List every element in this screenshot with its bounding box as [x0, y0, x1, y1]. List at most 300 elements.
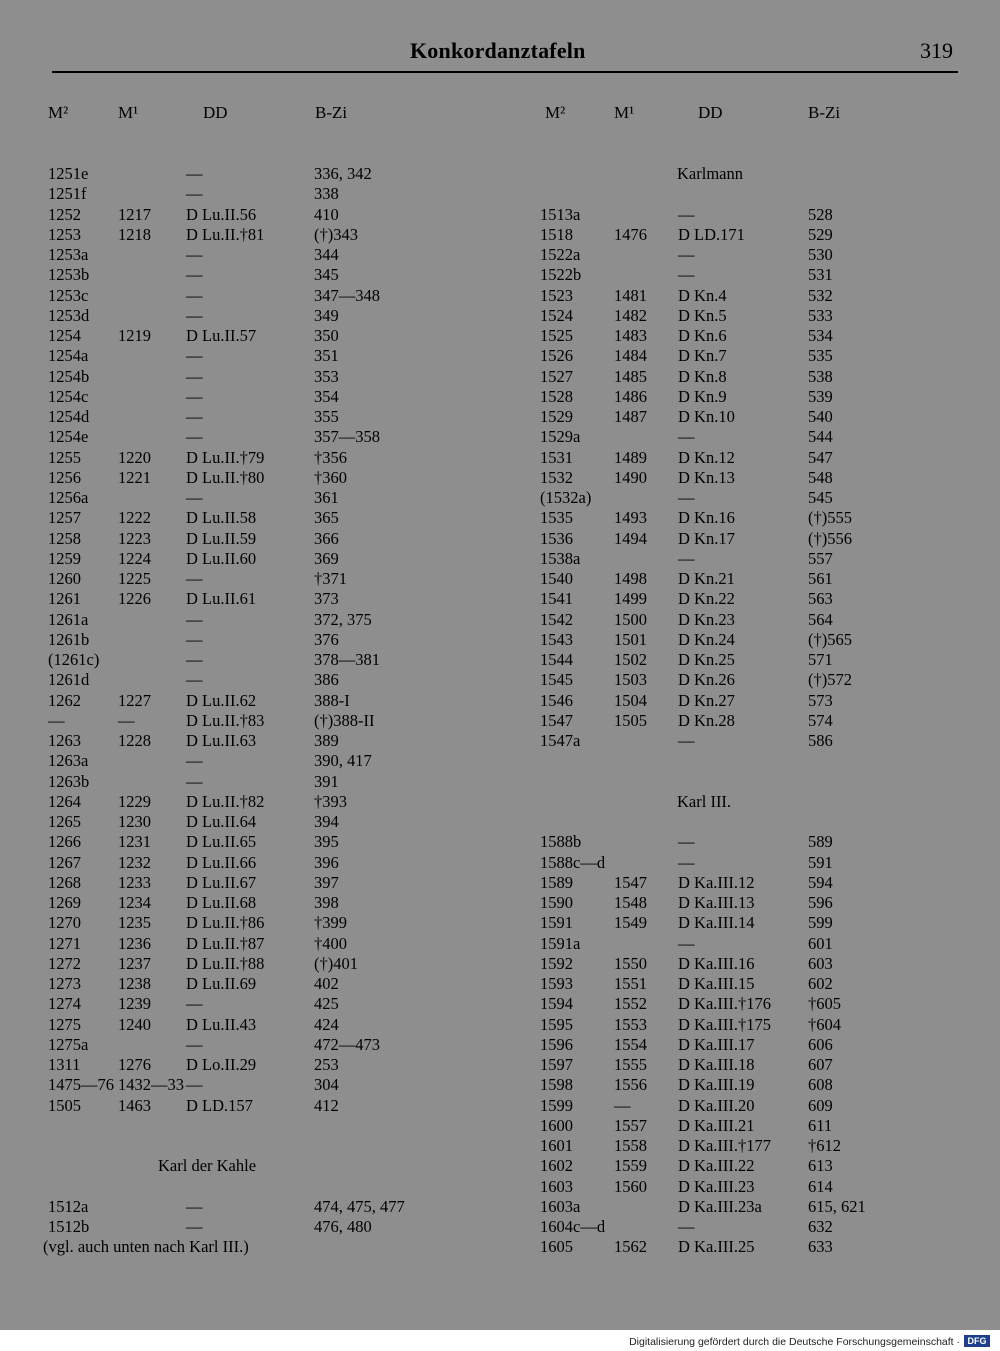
page-number: 319 [920, 38, 953, 63]
cell-bzi: 398 [314, 893, 339, 912]
cell-dd: D Lo.II.29 [186, 1055, 257, 1074]
right-column [540, 164, 960, 1258]
cell-m2: 1605 [540, 1237, 573, 1257]
cell-m2: 1536 [540, 528, 573, 548]
cell-m1: 1493 [614, 508, 647, 528]
cell-dd: — [186, 650, 203, 669]
cell-m1: 1551 [614, 974, 647, 993]
cell-bzi: 564 [808, 609, 833, 629]
cell-bzi: 615, 621 [808, 1196, 866, 1216]
cell-m1: 1487 [614, 407, 647, 426]
cell-bzi: 345 [314, 265, 339, 285]
cell-m1: 1485 [614, 366, 647, 386]
cell-dd: D Kn.8 [678, 366, 727, 386]
cell-bzi: 606 [808, 1034, 833, 1054]
cell-bzi: 591 [808, 852, 833, 872]
cell-m1: 1235 [118, 913, 151, 933]
table-row [540, 853, 960, 873]
cell-dd: D Ka.III.25 [678, 1237, 755, 1257]
right-header-m1: M¹ [614, 103, 635, 122]
cell-dd: — [678, 832, 695, 852]
cell-bzi: 607 [808, 1055, 833, 1074]
cell-m2: 1475—76 [48, 1075, 114, 1095]
cell-m2: 1275a [48, 1034, 89, 1054]
cell-m2: 1267 [48, 852, 81, 872]
cell-bzi: 402 [314, 974, 339, 993]
table-row [48, 1035, 468, 1055]
cell-m2: 1263 [48, 731, 81, 750]
table-row [540, 832, 960, 852]
cell-m2: 1604c—d [540, 1217, 606, 1236]
cell-bzi: 602 [808, 974, 833, 993]
cell-m1: 1504 [614, 690, 647, 710]
cell-bzi: †604 [808, 1014, 841, 1034]
cell-bzi: 544 [808, 427, 833, 447]
table-row [48, 691, 468, 711]
cell-dd: — [186, 1217, 203, 1236]
cell-m2: 1529a [540, 427, 581, 447]
cell-bzi: 611 [808, 1115, 833, 1135]
table-row [540, 1116, 960, 1136]
cell-m1: 1225 [118, 569, 151, 588]
cell-dd: — [186, 629, 203, 649]
cell-m1: 1237 [118, 953, 151, 973]
table-row [48, 589, 468, 609]
cell-dd: D Kn.17 [678, 528, 735, 548]
table-row [48, 772, 468, 792]
cell-m1: 1558 [614, 1136, 647, 1155]
table-row [48, 508, 468, 528]
cell-bzi: 594 [808, 872, 833, 892]
table-row [48, 812, 468, 832]
cell-m1: 1229 [118, 791, 151, 811]
cell-m2: 1524 [540, 305, 573, 325]
cell-dd: — [186, 1075, 203, 1095]
left-header-bzi: B-Zi [315, 103, 348, 122]
cell-bzi: 424 [314, 1014, 339, 1034]
cell-bzi: 529 [808, 224, 833, 244]
cell-bzi: 378—381 [314, 650, 380, 669]
table-row [48, 245, 468, 265]
table-row [48, 751, 468, 771]
cell-dd: — [678, 427, 695, 447]
cell-dd: — [678, 488, 695, 507]
table-row [540, 508, 960, 528]
cell-m2: 1261 [48, 589, 81, 609]
cell-dd: D Ka.III.18 [678, 1055, 755, 1074]
blank-row [540, 772, 960, 792]
cell-bzi: 532 [808, 285, 833, 305]
table-row [540, 427, 960, 447]
dfg-logo: DFG [964, 1335, 990, 1347]
table-row [540, 488, 960, 508]
cell-dd: D Lu.II.58 [186, 508, 257, 528]
cell-dd: D Lu.II.64 [186, 812, 257, 831]
cell-m2: 1513a [540, 204, 581, 224]
cell-dd: D Ka.III.12 [678, 872, 755, 892]
cell-bzi: 474, 475, 477 [314, 1196, 405, 1216]
cell-m1: 1228 [118, 731, 151, 750]
cell-m2: 1264 [48, 791, 81, 811]
cell-m2: 1253b [48, 265, 90, 285]
cell-dd: — [186, 1196, 203, 1216]
cell-m1: 1223 [118, 528, 151, 548]
cell-m1: 1276 [118, 1055, 151, 1074]
cell-m1: 1482 [614, 305, 647, 325]
table-row [540, 245, 960, 265]
cell-m1: 1239 [118, 994, 151, 1014]
cell-m2: 1599 [540, 1095, 573, 1115]
table-row [540, 1136, 960, 1156]
cell-m1: 1550 [614, 953, 647, 973]
cell-m1: 1219 [118, 326, 151, 345]
cell-dd: D Ka.III.16 [678, 953, 755, 973]
table-row [48, 711, 468, 731]
cell-m1: 1505 [614, 710, 647, 730]
cell-bzi: 395 [314, 832, 339, 852]
blank-row [48, 1177, 468, 1197]
cell-bzi: 372, 375 [314, 609, 372, 629]
table-row [48, 225, 468, 245]
table-row [48, 1096, 468, 1116]
cell-bzi: 540 [808, 407, 833, 426]
cell-bzi: (†)401 [314, 953, 358, 973]
table-row [540, 569, 960, 589]
table-row [540, 1075, 960, 1095]
cell-dd: — [186, 386, 203, 406]
table-row [540, 610, 960, 630]
cell-bzi: †399 [314, 913, 347, 933]
note-row [43, 1237, 468, 1257]
cell-m2: 1253d [48, 305, 90, 325]
table-row [540, 326, 960, 346]
cell-dd: — [678, 548, 695, 568]
cell-m1: 1503 [614, 670, 647, 690]
cell-dd: — [186, 994, 203, 1014]
cell-m2: 1512a [48, 1196, 89, 1216]
cell-bzi: †612 [808, 1136, 841, 1155]
cell-bzi: 354 [314, 386, 339, 406]
cell-m2: 1258 [48, 528, 81, 548]
left-header-m2: M² [48, 103, 69, 122]
table-row [48, 873, 468, 893]
cell-dd: D Ka.III.13 [678, 893, 755, 912]
cell-m2: 1600 [540, 1115, 573, 1135]
table-row [540, 630, 960, 650]
cell-m1: 1557 [614, 1115, 647, 1135]
table-row [48, 974, 468, 994]
table-row [540, 1096, 960, 1116]
cell-m1: 1476 [614, 224, 647, 244]
right-header-m2: M² [545, 103, 566, 122]
cell-dd: — [186, 407, 203, 426]
table-row [48, 488, 468, 508]
table-row [48, 427, 468, 447]
cell-bzi: 357—358 [314, 427, 380, 447]
header-rule [52, 71, 958, 73]
cell-bzi: 365 [314, 508, 339, 528]
cell-m2: 1254b [48, 366, 90, 386]
cell-m2: 1595 [540, 1014, 573, 1034]
cell-dd: D Ka.III.20 [678, 1095, 755, 1115]
cell-dd: — [186, 285, 203, 305]
cell-m1: 1489 [614, 447, 647, 467]
cell-m2: 1254e [48, 427, 89, 447]
table-row [48, 630, 468, 650]
section-title: Karl der Kahle [158, 1156, 257, 1176]
cell-dd: — [678, 204, 695, 224]
cell-bzi: (†)572 [808, 670, 852, 690]
table-row [540, 265, 960, 285]
cell-bzi: †393 [314, 791, 347, 811]
cell-m1: 1562 [614, 1237, 647, 1257]
cell-m2: 1256 [48, 467, 81, 487]
table-row [48, 954, 468, 974]
table-row [540, 1015, 960, 1035]
table-row [540, 589, 960, 609]
cell-dd: D Lu.II.†87 [186, 933, 265, 953]
cell-m2: 1545 [540, 670, 573, 690]
table-row [540, 1177, 960, 1197]
cell-m2: 1523 [540, 285, 573, 305]
cell-bzi: 571 [808, 650, 833, 669]
cell-bzi: 394 [314, 812, 339, 831]
table-row [48, 326, 468, 346]
cell-m1: 1548 [614, 893, 647, 912]
cell-m2: 1603a [540, 1196, 581, 1216]
cell-bzi: 548 [808, 467, 833, 487]
cell-dd: D Lu.II.†83 [186, 710, 265, 730]
table-row [48, 853, 468, 873]
table-row [48, 610, 468, 630]
cell-bzi: 388-I [314, 690, 350, 710]
cell-m2: 1531 [540, 447, 573, 467]
cell-dd: — [186, 245, 203, 264]
cell-m2: 1540 [540, 569, 573, 588]
cell-dd: — [186, 670, 203, 690]
cell-m2: 1588b [540, 832, 582, 852]
cell-m2: 1591 [540, 913, 573, 933]
blank-row [540, 812, 960, 832]
cell-m2: 1253c [48, 285, 89, 305]
cell-dd: D Lu.II.57 [186, 326, 257, 345]
cell-dd: D Lu.II.†79 [186, 447, 265, 467]
cell-m2: 1270 [48, 913, 81, 933]
cell-m1: 1217 [118, 204, 151, 224]
cell-dd: D Lu.II.63 [186, 731, 257, 750]
cell-bzi: (†)343 [314, 224, 358, 244]
cell-bzi: (†)565 [808, 629, 852, 649]
table-row [48, 407, 468, 427]
cell-m2: 1275 [48, 1014, 81, 1034]
cell-m1: 1494 [614, 528, 647, 548]
cell-m2: 1589 [540, 872, 573, 892]
cell-dd: D Ka.III.†177 [678, 1136, 772, 1155]
cell-dd: D Kn.28 [678, 710, 735, 730]
cell-m2: 1598 [540, 1075, 573, 1095]
cell-m1: 1556 [614, 1075, 647, 1095]
cell-m2: 1527 [540, 366, 573, 386]
cell-m2: 1261d [48, 670, 90, 690]
cell-m1: 1221 [118, 467, 151, 487]
table-row [48, 306, 468, 326]
cell-dd: D Ka.III.17 [678, 1034, 755, 1054]
cell-dd: — [678, 852, 695, 872]
table-row [48, 265, 468, 285]
cell-bzi: 589 [808, 832, 833, 852]
table-row [540, 893, 960, 913]
cell-m2: (1261c) [48, 650, 100, 669]
footer-text: Digitalisierung gefördert durch die Deutsche Forschungsgemeinschaft · [629, 1336, 960, 1348]
section-title: Karlmann [677, 164, 743, 183]
cell-bzi: 353 [314, 366, 339, 386]
blank-row [540, 751, 960, 771]
cell-m2: 1311 [48, 1055, 81, 1074]
cell-m1: 1233 [118, 872, 151, 892]
cell-bzi: 557 [808, 548, 833, 568]
cell-dd: D LD.171 [678, 224, 745, 244]
cell-dd: — [186, 1034, 203, 1054]
left-column [43, 164, 468, 1258]
cell-m1: 1236 [118, 933, 151, 953]
cell-dd: D Kn.24 [678, 629, 735, 649]
cell-dd: D Kn.13 [678, 467, 735, 487]
right-header-dd: DD [698, 103, 723, 122]
cell-bzi: 533 [808, 305, 833, 325]
cell-dd: D Kn.5 [678, 305, 727, 325]
cell-bzi: 397 [314, 872, 339, 892]
cell-m2: 1271 [48, 933, 81, 953]
cell-m2: 1528 [540, 386, 573, 406]
cell-dd: — [186, 569, 203, 588]
cell-bzi: 608 [808, 1075, 833, 1095]
cell-bzi: (†)556 [808, 528, 852, 548]
cell-bzi: 369 [314, 548, 339, 568]
table-row [540, 448, 960, 468]
cell-m1: 1232 [118, 852, 151, 872]
cell-dd: D LD.157 [186, 1095, 253, 1115]
cell-m1: 1554 [614, 1034, 647, 1054]
table-row [540, 1237, 960, 1257]
table-row [48, 164, 468, 184]
cell-bzi: 391 [314, 771, 339, 791]
cell-m2: 1518 [540, 224, 573, 244]
cell-m2: 1532 [540, 467, 573, 487]
cell-bzi: 304 [314, 1075, 339, 1095]
cell-dd: D Ka.III.19 [678, 1075, 755, 1095]
cell-m2: 1593 [540, 974, 573, 993]
cell-m2: 1594 [540, 994, 573, 1014]
table-row [48, 1217, 468, 1237]
cell-m2: 1257 [48, 508, 81, 528]
cell-m2: 1263b [48, 771, 90, 791]
cell-bzi: 601 [808, 933, 833, 953]
table-row [540, 306, 960, 326]
cell-bzi: 528 [808, 204, 833, 224]
cell-m2: 1505 [48, 1095, 81, 1115]
cell-m2: 1259 [48, 548, 81, 568]
left-header-m1: M¹ [118, 103, 139, 122]
table-row [48, 893, 468, 913]
cell-dd: — [186, 488, 203, 507]
cell-m2: 1272 [48, 953, 81, 973]
cell-bzi: 349 [314, 305, 339, 325]
table-row [48, 1197, 468, 1217]
cell-dd: D Lu.II.†82 [186, 791, 265, 811]
table-row [48, 184, 468, 204]
cell-m2: 1603 [540, 1176, 573, 1196]
cell-m1: 1224 [118, 548, 151, 568]
cell-m1: 1481 [614, 285, 647, 305]
cell-dd: D Lu.II.67 [186, 872, 257, 892]
cell-bzi: 336, 342 [314, 164, 372, 183]
cell-dd: D Lu.II.56 [186, 204, 257, 224]
cell-m1: 1238 [118, 974, 151, 993]
cell-m1: 1501 [614, 629, 647, 649]
cell-bzi: 633 [808, 1237, 833, 1257]
table-row [540, 650, 960, 670]
cell-m1: 1220 [118, 447, 151, 467]
note-text: (vgl. auch unten nach Karl III.) [43, 1237, 249, 1257]
cell-bzi: 347—348 [314, 285, 380, 305]
cell-m2: 1547 [540, 710, 573, 730]
cell-dd: D Lu.II.43 [186, 1014, 257, 1034]
section-heading [48, 1156, 468, 1176]
cell-dd: D Kn.21 [678, 569, 735, 588]
left-header-dd: DD [203, 103, 228, 122]
blank-row [540, 184, 960, 204]
cell-bzi: 389 [314, 731, 339, 750]
cell-m2: 1588c—d [540, 852, 606, 872]
cell-dd: D Kn.12 [678, 447, 735, 467]
cell-dd: D Ka.III.22 [678, 1156, 755, 1176]
cell-m2: 1526 [540, 346, 573, 366]
cell-m2: 1254 [48, 326, 81, 345]
cell-m1: 1498 [614, 569, 647, 588]
cell-bzi: 573 [808, 690, 833, 710]
cell-dd: D Lu.II.†88 [186, 953, 265, 973]
cell-bzi: 599 [808, 913, 833, 933]
cell-bzi: 373 [314, 589, 339, 609]
cell-bzi: 574 [808, 710, 833, 730]
blank-row [48, 1116, 468, 1136]
cell-bzi: 632 [808, 1217, 833, 1236]
table-row [540, 387, 960, 407]
cell-m1: 1555 [614, 1055, 647, 1074]
cell-m2: 1522b [540, 265, 582, 285]
cell-m2: — [48, 710, 65, 730]
cell-dd: — [678, 731, 695, 750]
cell-m2: 1596 [540, 1034, 573, 1054]
cell-bzi: 386 [314, 670, 339, 690]
table-row [48, 731, 468, 751]
cell-bzi: 472—473 [314, 1034, 380, 1054]
table-row [48, 994, 468, 1014]
table-row [48, 367, 468, 387]
cell-bzi: 561 [808, 569, 833, 588]
cell-bzi: 350 [314, 326, 339, 345]
cell-bzi: 530 [808, 245, 833, 264]
table-row [48, 205, 468, 225]
cell-bzi: 614 [808, 1176, 833, 1196]
cell-m1: 1222 [118, 508, 151, 528]
cell-bzi: 351 [314, 346, 339, 366]
cell-dd: D Lu.II.†80 [186, 467, 265, 487]
cell-dd: — [186, 366, 203, 386]
cell-bzi: 586 [808, 731, 833, 750]
table-row [48, 934, 468, 954]
cell-m1: — [118, 710, 135, 730]
